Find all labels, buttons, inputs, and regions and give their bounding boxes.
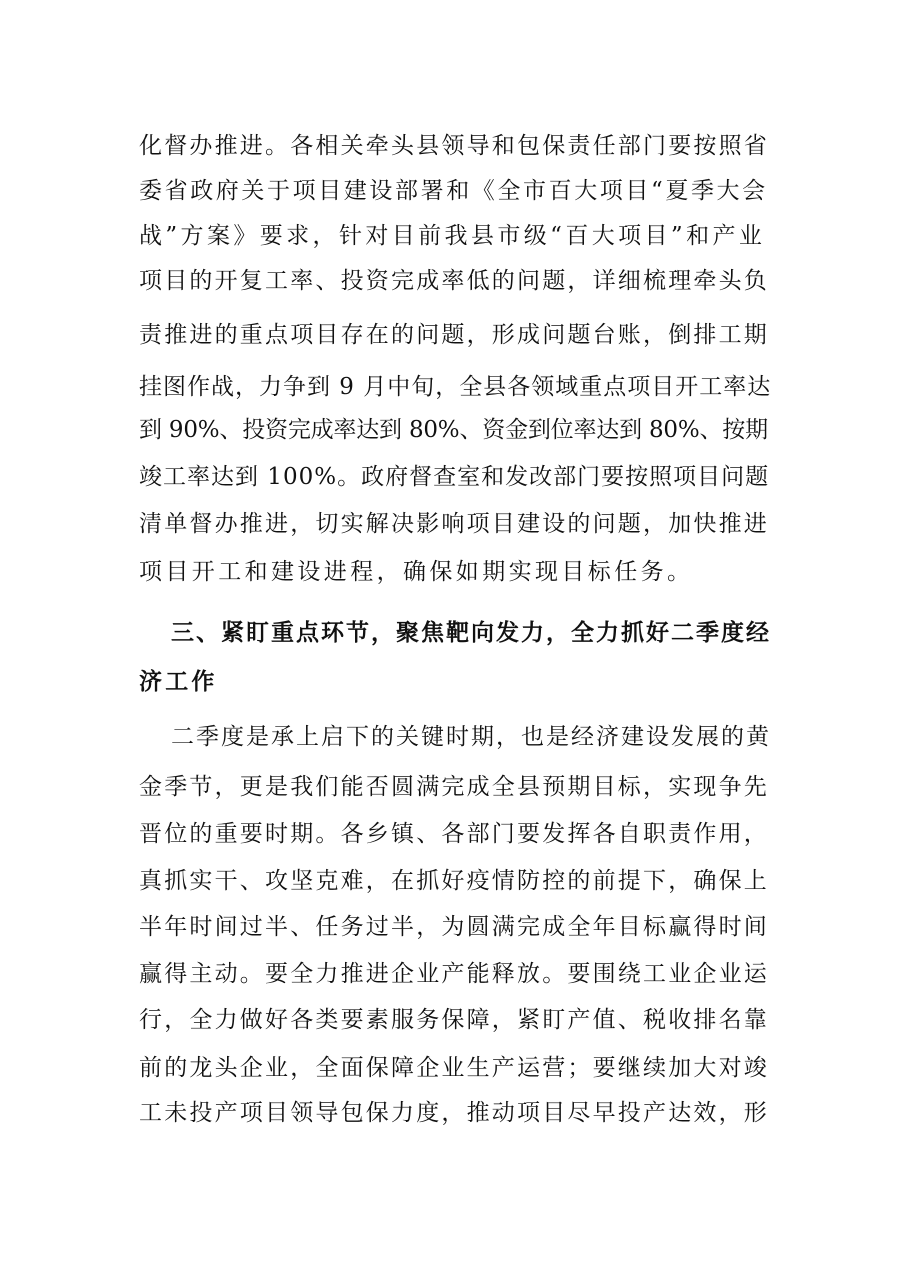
paragraph-2-line-9: 工未投产项目领导包保力度，推动项目尽早投产达效，形 [139, 1100, 769, 1126]
paragraph-1-line-10: 项目开工和建设进程，确保如期实现目标任务。 [139, 559, 694, 585]
paragraph-2-line-6: 赢得主动。要全力推进企业产能释放。要围绕工业企业运 [139, 961, 769, 987]
paragraph-2-line-2: 金季节，更是我们能否圆满完成全县预期目标，实现争先 [139, 774, 769, 800]
paragraph-1-line-7: 到 90%、投资完成率达到 80%、资金到位率达到 80%、按期 [139, 417, 768, 443]
paragraph-2-line-8: 前的龙头企业，全面保障企业生产运营；要继续加大对竣 [139, 1055, 769, 1081]
paragraph-1-line-2: 委省政府关于项目建设部署和《全市百大项目“夏季大会 [139, 178, 768, 204]
paragraph-1-line-1: 化督办推进。各相关牵头县领导和包保责任部门要按照省 [139, 133, 769, 159]
paragraph-2-line-4: 真抓实干、攻坚克难，在抓好疫情防控的前提下，确保上 [139, 868, 769, 894]
paragraph-2-line-1: 二季度是承上启下的关键时期，也是经济建设发展的黄 [171, 724, 771, 750]
paragraph-2-line-5: 半年时间过半、任务过半，为圆满完成全年目标赢得时间 [139, 914, 769, 940]
section-heading-line-2: 济工作 [139, 669, 218, 695]
paragraph-2-line-3: 晋位的重要时期。各乡镇、各部门要发挥各自职责作用， [139, 821, 769, 847]
paragraph-1-line-8: 竣工率达到 100%。政府督查室和发改部门要按照项目问题 [139, 464, 770, 490]
section-heading-line-1: 三、紧盯重点环节，聚焦靶向发力，全力抓好二季度经 [171, 620, 771, 646]
paragraph-1-line-6: 挂图作战，力争到 9 月中旬，全县各领域重点项目开工率达 [139, 374, 772, 400]
paragraph-1-line-3: 战”方案》要求，针对目前我县市级“百大项目”和产业 [139, 223, 766, 249]
paragraph-1-line-9: 清单督办推进，切实解决影响项目建设的问题，加快推进 [139, 511, 769, 537]
paragraph-2-line-7: 行，全力做好各类要素服务保障，紧盯产值、税收排名靠 [139, 1007, 769, 1033]
paragraph-1-line-4: 项目的开复工率、投资完成率低的问题，详细梳理牵头负 [139, 268, 769, 294]
paragraph-1-line-5: 责推进的重点项目存在的问题，形成问题台账，倒排工期 [139, 322, 769, 348]
